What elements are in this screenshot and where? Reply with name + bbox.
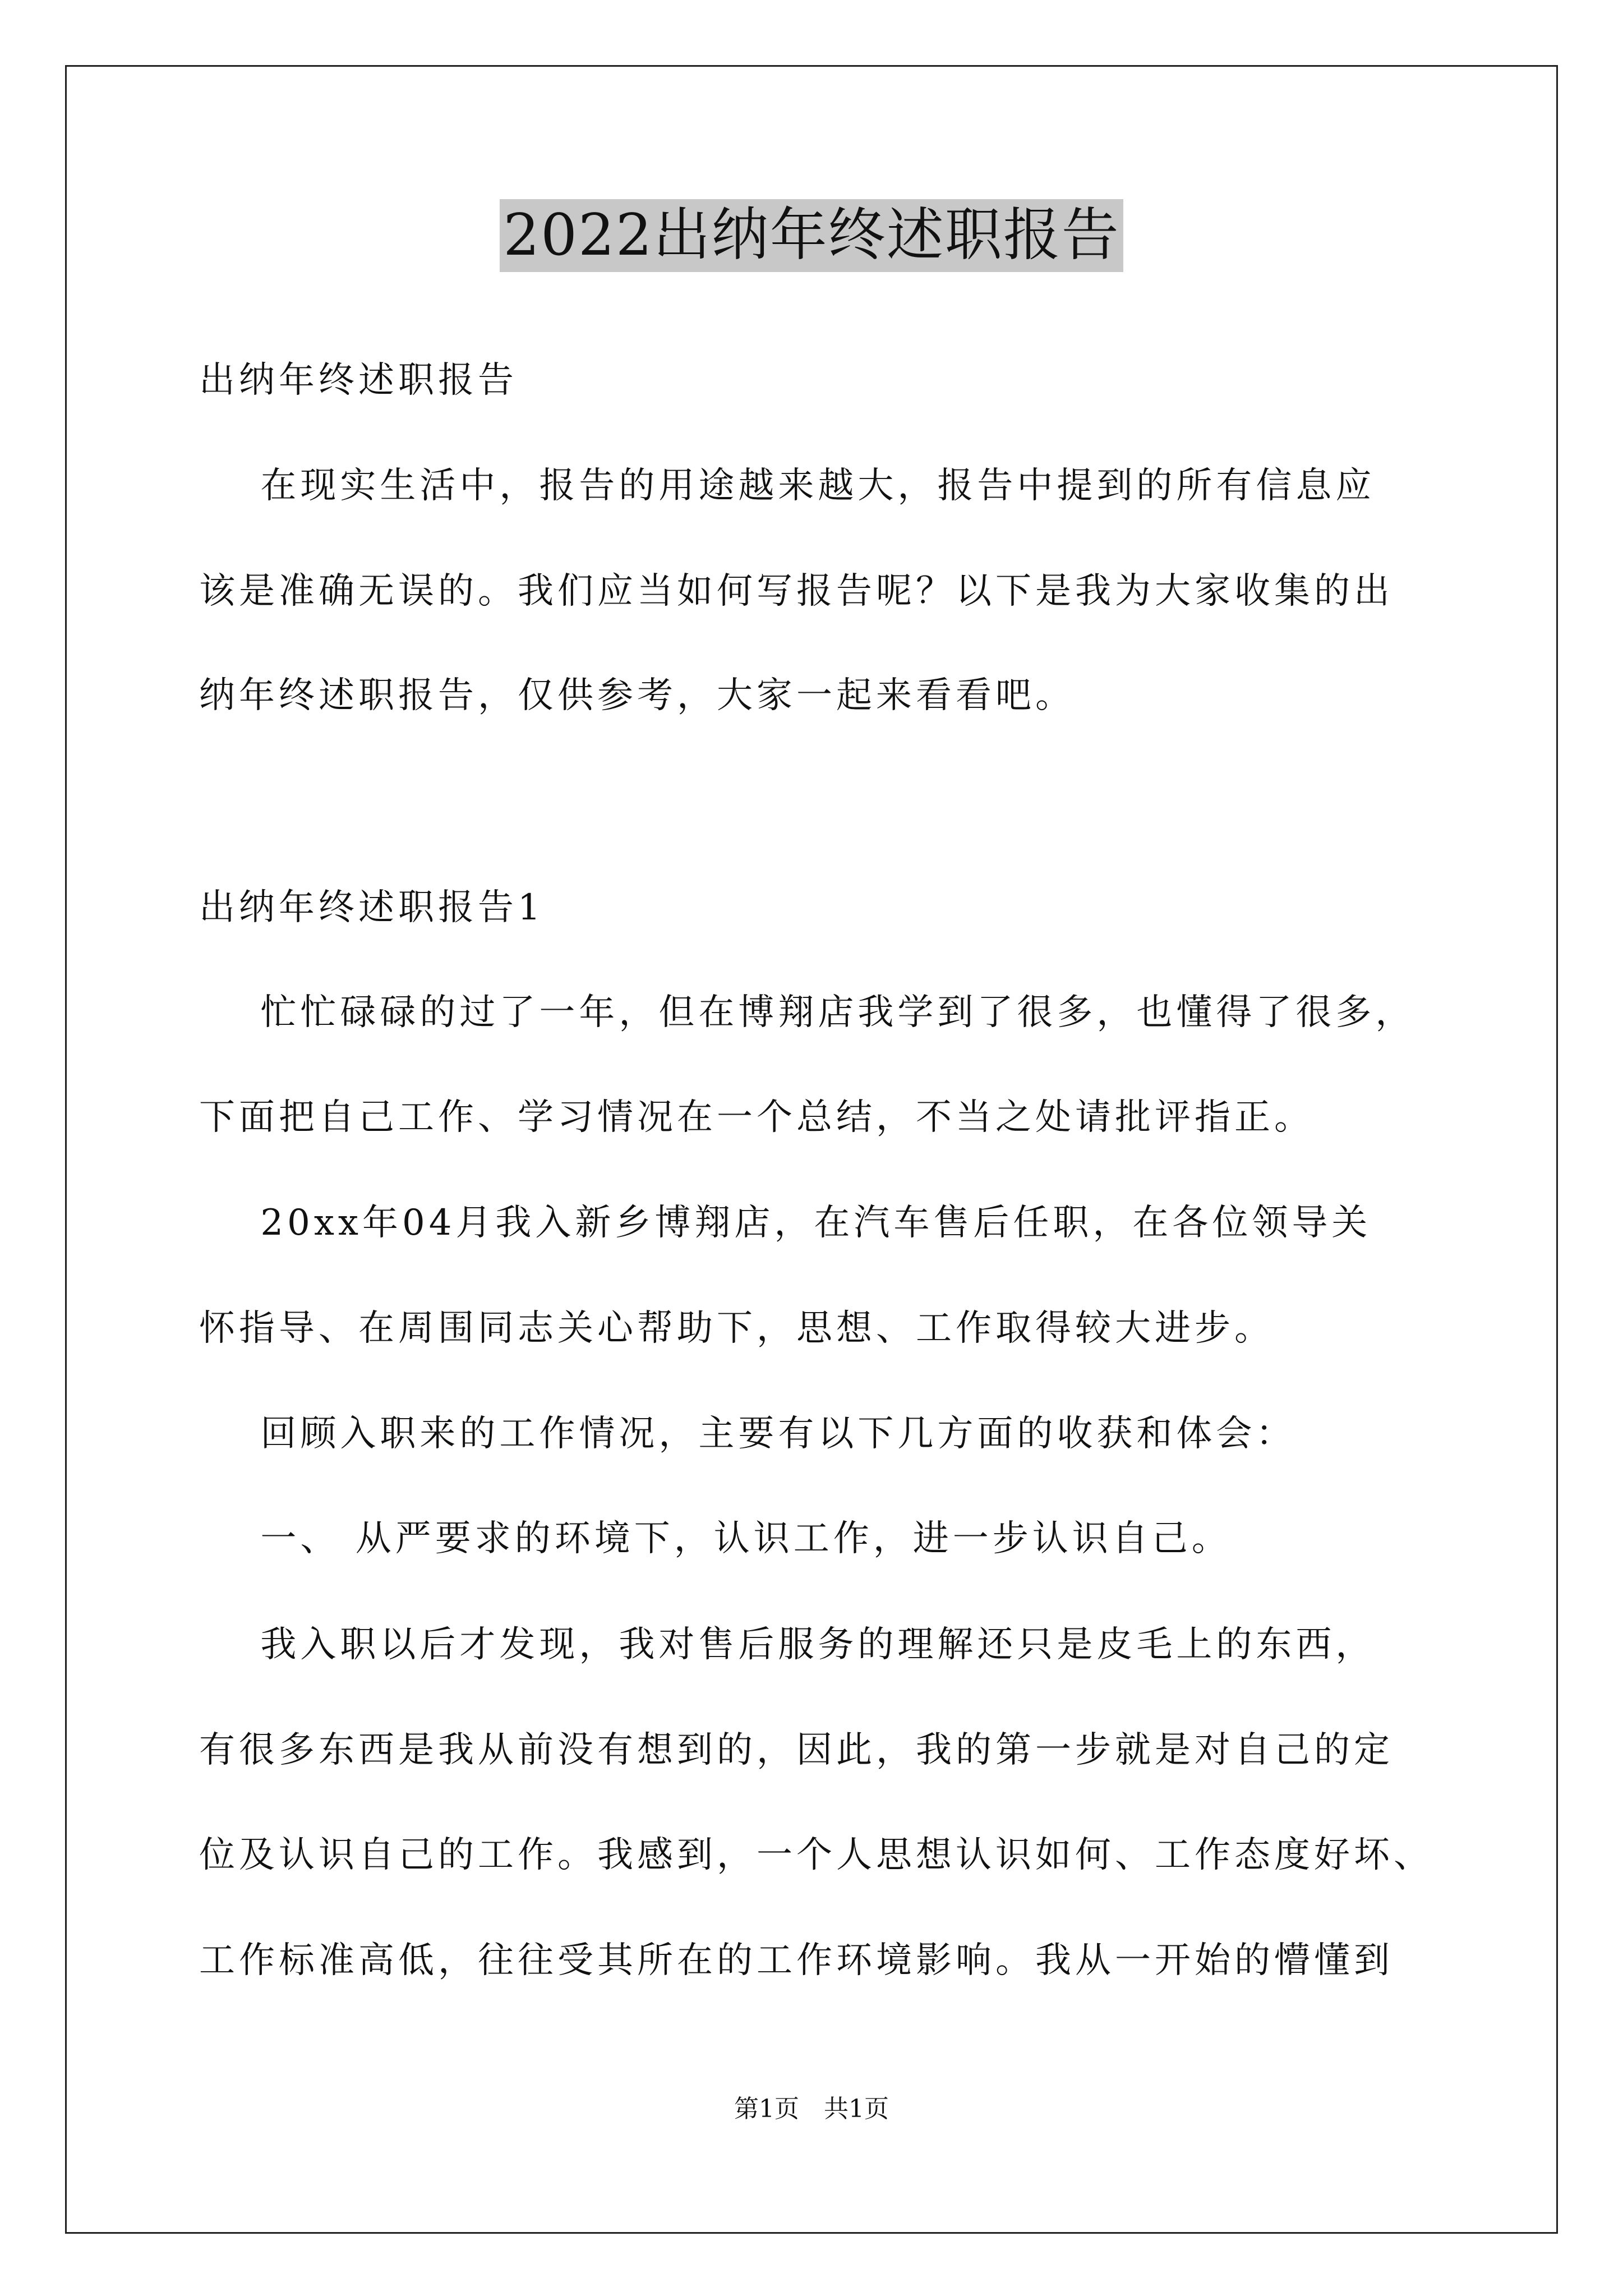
paragraph-line: 怀指导、在周围同志关心帮助下，思想、工作取得较大进步。 — [199, 1308, 1274, 1349]
paragraph-line: 在现实生活中，报告的用途越来越大，报告中提到的所有信息应 — [199, 465, 1376, 507]
paragraph-line: 位及认识自己的工作。我感到，一个人思想认识如何、工作态度好坏、 — [199, 1834, 1433, 1876]
paragraph-line: 纳年终述职报告，仅供参考，大家一起来看看吧。 — [199, 675, 1075, 716]
paragraph-line: 我入职以后才发现，我对售后服务的理解还只是皮毛上的东西， — [199, 1624, 1376, 1665]
page-number-footer: 第1页 共1页 — [734, 2095, 889, 2123]
paragraph-line: 回顾入职来的工作情况，主要有以下几方面的收获和体会： — [199, 1413, 1296, 1455]
section-heading: 出纳年终述职报告1 — [199, 887, 545, 928]
paragraph-line: 下面把自己工作、学习情况在一个总结，不当之处请批评指正。 — [199, 1097, 1314, 1138]
paragraph-line: 一、 从严要求的环境下，认识工作，进一步认识自己。 — [199, 1518, 1232, 1559]
paragraph-line: 20xx年04月我入新乡博翔店，在汽车售后任职，在各位领导关 — [199, 1202, 1372, 1244]
paragraph-line: 有很多东西是我从前没有想到的，因此，我的第一步就是对自己的定 — [199, 1729, 1394, 1771]
section-heading: 出纳年终述职报告 — [199, 360, 518, 401]
title-container — [0, 199, 1623, 272]
paragraph-line: 该是准确无误的。我们应当如何写报告呢？以下是我为大家收集的出 — [199, 570, 1394, 612]
paragraph-line: 工作标准高低，往往受其所在的工作环境影响。我从一开始的懵懂到 — [199, 1940, 1394, 1981]
document-title: 2022出纳年终述职报告 — [500, 199, 1123, 272]
paragraph-line: 忙忙碌碌的过了一年，但在博翔店我学到了很多，也懂得了很多， — [199, 992, 1415, 1033]
